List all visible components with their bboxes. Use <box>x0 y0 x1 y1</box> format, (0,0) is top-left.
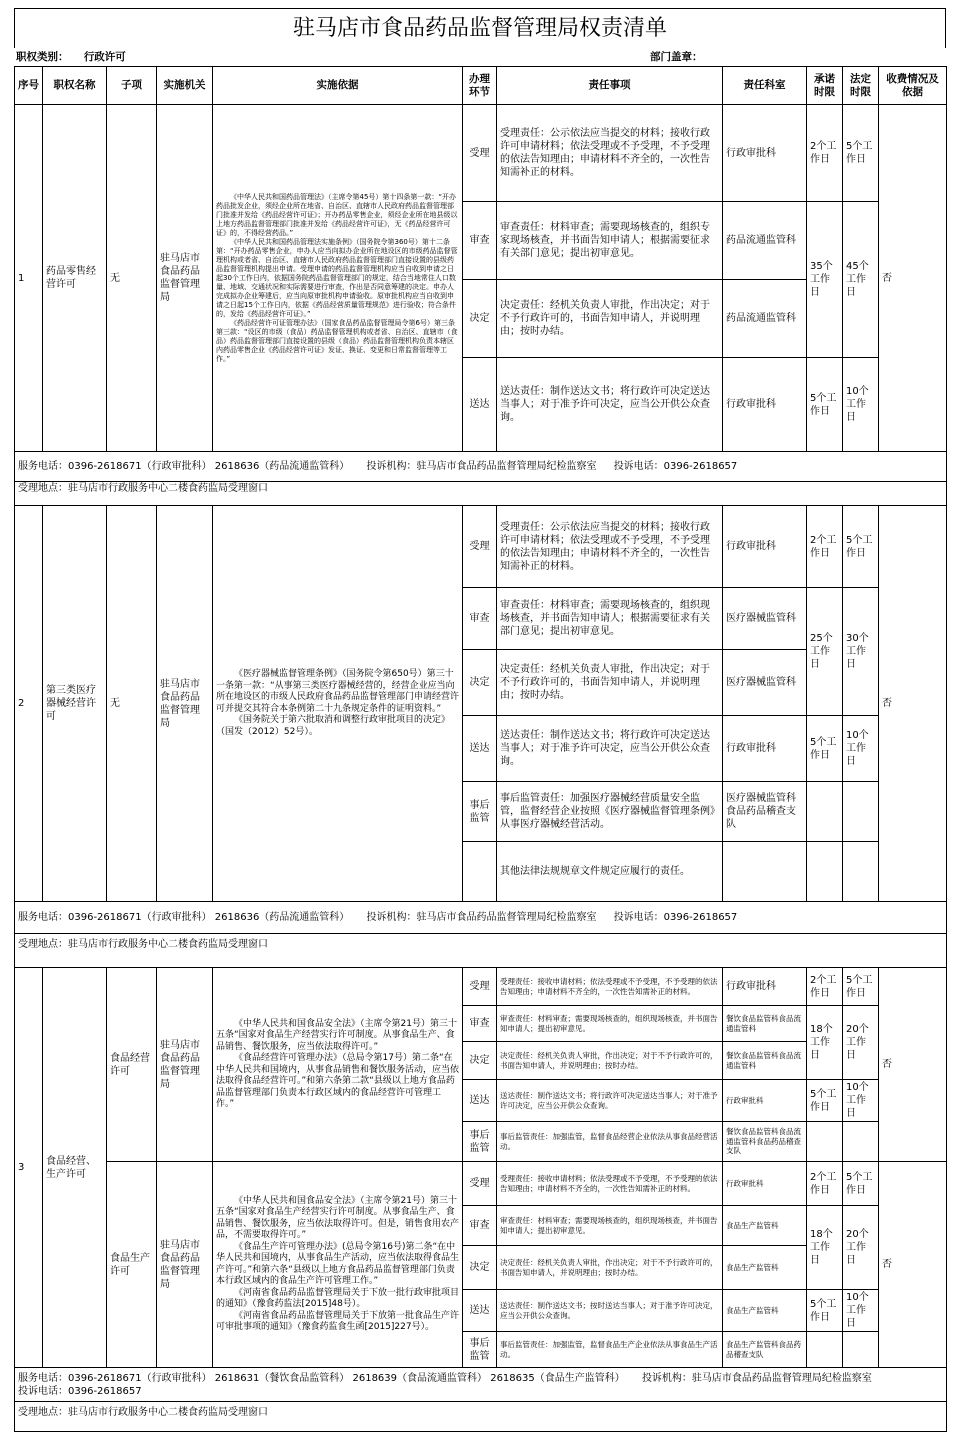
service-phone: 服务电话：0396-2618671（行政审批科） 2618636（药品流通监管科） <box>18 461 350 472</box>
stage-cell: 送达 <box>463 1080 497 1122</box>
dept-cell: 行政审批科 <box>723 358 807 452</box>
sub-item: 无 <box>107 105 157 452</box>
promise-time: 5个工作日 <box>807 1080 843 1122</box>
dept-cell: 食品生产监管科 <box>723 1246 807 1290</box>
legal-time: 5个工作日 <box>843 968 879 1006</box>
duty-cell: 事后监管责任：加强监管，监督食品经营企业依法从事食品经营活动。 <box>497 1122 723 1162</box>
page-title: 驻马店市食品药品监督管理局权责清单 <box>14 8 946 48</box>
basis-paragraph: 《食品经营许可管理办法》（总局令第17号）第二条“在中华人民共和国境内，从事食品销售和餐饮服务活动，应当依法取得食品经营许可。”和第六条第二款“县级以上地方食品药品监督管理部门负责本行政区域内的食品经营许可管理工作。” <box>216 1053 460 1109</box>
header-row <box>15 67 947 105</box>
service-row <box>15 452 947 482</box>
duty-list-table <box>14 66 947 1432</box>
item-number: 3 <box>15 968 43 1368</box>
service-phone: 服务电话：0396-2618671（行政审批科） 2618631（餐饮食品监管科） 2618639（食品流通监管科） 2618635（食品生产监管科） <box>18 1372 625 1384</box>
legal-time: 5个工作日 <box>843 105 879 202</box>
dept-cell: 行政审批科 <box>723 1162 807 1206</box>
sub-item: 食品生产许可 <box>107 1162 157 1368</box>
accept-place: 受理地点：驻马店市行政服务中心二楼食药监局受理窗口 <box>15 934 947 968</box>
sub-item: 食品经营许可 <box>107 968 157 1162</box>
promise-time: 25个工作日 <box>807 588 843 716</box>
stage-cell: 事后监管 <box>463 782 497 842</box>
category-value: 行政许可 <box>83 51 126 63</box>
header-cell: 职权名称 <box>43 67 107 105</box>
legal-basis <box>213 1162 463 1368</box>
accept-place: 受理地点：驻马店市行政服务中心二楼食药监局受理窗口 <box>15 482 947 506</box>
legal-time: 5个工作日 <box>843 1162 879 1206</box>
duty-cell: 审查责任：材料审查；需要现场核查的，组织专家现场核查，并书面告知申请人；根据需要征求有关部门意见；提出初审意见。 <box>497 202 723 280</box>
duty-cell: 受理责任：公示依法应当提交的材料；接收行政许可申请材料；依法受理或不予受理，不予受理的依法告知理由；申请材料不齐全的，一次性告知需补正的材料。 <box>497 105 723 202</box>
complaint-phone: 投诉电话：0396-2618657 <box>613 912 738 923</box>
dept-cell: 医疗器械监管科食品药品稽查支队 <box>723 782 807 842</box>
legal-basis <box>213 105 463 452</box>
header-cell: 责任科室 <box>723 67 807 105</box>
basis-paragraph: 《医疗器械监督管理条例》（国务院令第650号）第三十一条第一款：“从事第三类医疗器械经营的，经营企业应当向所在地设区的市级人民政府食品药品监督管理部门申请经营许可并提交其符合本条例第二十九条规定条件的证明资料。” <box>216 669 460 714</box>
dept-cell: 餐饮食品监管科食品流通监管科 <box>723 1042 807 1080</box>
complaint-org: 投诉机构：驻马店市食品药品监督管理局纪检监察室 <box>641 1372 872 1384</box>
service-row <box>15 902 947 934</box>
complaint-org: 投诉机构：驻马店市食品药品监督管理局纪检监察室 <box>366 912 597 923</box>
stage-cell: 审查 <box>463 202 497 280</box>
legal-time: 20个工作日 <box>843 1006 879 1080</box>
service-phone: 服务电话：0396-2618671（行政审批科） 2618636（药品流通监管科） <box>18 912 350 923</box>
seal-label: 部门盖章： <box>650 51 703 63</box>
item-number: 2 <box>15 506 43 902</box>
agency: 驻马店市食品药品监督管理局 <box>157 1162 213 1368</box>
promise-time: 5个工作日 <box>807 716 843 782</box>
basis-paragraph: 《国务院关于第六批取消和调整行政审批项目的决定》（国发（2012）52号）。 <box>216 715 451 737</box>
stage-cell: 审查 <box>463 588 497 650</box>
power-name: 药品零售经营许可 <box>43 105 107 452</box>
fee-cell: 否 <box>879 506 947 902</box>
basis-paragraph: 《中华人民共和国药品管理法实施条例》（国务院令第360号）第十二条第：“开办药品零售企业，申办人应当向拟办企业所在地设区的市级药品监督管理机构或者省、自治区、直辖市人民政府药品监督管理部门直接设置的县级药品监督管理机构提出申请。受理申请的药品监督管理机构应当自收到申请之日起30个工作日内，依据国务院药品监督管理部门的规定，结合当地常住人口数量、地域、交通状况和实际需要进行审查，作出是否同意筹建的决定。申办人完成拟办企业筹建后，应当向原审批机构申请验收。原审批机构应当自收到申请之日起15个工作日内，依据《药品经营质量管理规范》进行验收；符合条件的，发给《药品经营许可证》。” <box>216 237 458 318</box>
fee-cell: 否 <box>879 105 947 452</box>
legal-basis <box>213 968 463 1162</box>
legal-basis <box>213 506 463 902</box>
dept-cell: 餐饮食品监管科食品流通监管科 <box>723 1006 807 1042</box>
dept-cell: 行政审批科 <box>723 105 807 202</box>
table-row <box>15 1162 947 1206</box>
agency: 驻马店市食品药品监督管理局 <box>157 105 213 452</box>
duty-cell: 决定责任：经机关负责人审批，作出决定；对于不予行政许可的，书面告知申请人，并说明理由；按时办结。 <box>497 650 723 716</box>
sub-item: 无 <box>107 506 157 902</box>
legal-time: 45个工作日 <box>843 202 879 358</box>
complaint-phone: 投诉电话：0396-2618657 <box>18 1385 142 1397</box>
fee-cell: 否 <box>879 1162 947 1368</box>
header-cell: 责任事项 <box>497 67 723 105</box>
stage-cell: 审查 <box>463 1206 497 1246</box>
header-cell: 办理环节 <box>463 67 497 105</box>
table-row <box>15 968 947 1006</box>
dept-cell: 行政审批科 <box>723 716 807 782</box>
dept-cell: 医疗器械监管科 <box>723 588 807 650</box>
duty-cell: 事后监管责任：加强监管，监督食品生产企业依法从事食品生产活动。 <box>497 1332 723 1368</box>
legal-time: 30个工作日 <box>843 588 879 716</box>
complaint-org: 投诉机构：驻马店市食品药品监督管理局纪检监察室 <box>366 461 597 472</box>
basis-paragraph: 《河南省食品药品监督管理局关于下放第一批食品生产许可审批事项的通知》（豫食药监食生函[2015]227号）。 <box>216 1310 460 1332</box>
dept-cell: 食品生产监管科 <box>723 1206 807 1246</box>
duty-cell: 审查责任：材料审查；需要现场核查的，组织现场核查，并书面告知申请人；提出初审意见。 <box>497 1006 723 1042</box>
basis-paragraph: 《中华人民共和国食品安全法》（主席令第21号）第三十五条“国家对食品生产经营实行许可制度。从事食品生产、食品销售、餐饮服务，应当依法取得许可。” <box>216 1018 457 1052</box>
agency: 驻马店市食品药品监督管理局 <box>157 968 213 1162</box>
stage-cell: 决定 <box>463 650 497 716</box>
agency: 驻马店市食品药品监督管理局 <box>157 506 213 902</box>
category-label: 职权类别： <box>16 51 69 63</box>
power-name: 食品经营、生产许可 <box>43 968 107 1368</box>
basis-paragraph: 《中华人民共和国食品安全法》（主席令第21号）第三十五条“国家对食品生产经营实行许可制度。从事食品生产、食品销售、餐饮服务，应当依法取得许可。但是，销售食用农产品，不需要取得许可。” <box>216 1195 460 1240</box>
item-number: 1 <box>15 105 43 452</box>
promise-time: 18个工作日 <box>807 1006 843 1080</box>
basis-paragraph: 《中华人民共和国药品管理法》（主席令第45号）第十四条第一款：“开办药品批发企业，须经企业所在地省、自治区、直辖市人民政府药品监督管理部门批准并发给《药品经营许可证》；开办药品零售企业，须经企业所在地县级以上地方药品监督管理部门批准并发给《药品经营许可证》，无《药品经营许可证》的，不得经营药品。” <box>216 192 458 237</box>
stage-cell: 事后监管 <box>463 1332 497 1368</box>
table-row <box>15 105 947 202</box>
promise-time: 2个工作日 <box>807 506 843 588</box>
promise-time: 18个工作日 <box>807 1206 843 1290</box>
stage-cell: 受理 <box>463 105 497 202</box>
duty-cell: 决定责任：经机关负责人审批，作出决定；对于不予行政许可的，书面告知申请人，并说明理由；按时办结。 <box>497 280 723 358</box>
legal-time: 10个工作日 <box>843 716 879 782</box>
promise-time: 2个工作日 <box>807 105 843 202</box>
dept-cell: 食品生产监管科食品药品稽查支队 <box>723 1332 807 1368</box>
place-row <box>15 1402 947 1432</box>
basis-paragraph: 《食品生产许可管理办法》(总局令第16号)第二条“在中华人民共和国境内，从事食品生产活动，应当依法取得食品生产许可。”和第六条“县级以上地方食品药品监督管理部门负责本行政区域内的食品生产许可管理工作。” <box>216 1241 460 1286</box>
dept-cell: 行政审批科 <box>723 1080 807 1122</box>
duty-cell: 决定责任：经机关负责人审批，作出决定；对于不予行政许可的，书面告知申请人，并说明理由；按时办结。 <box>497 1246 723 1290</box>
complaint-phone: 投诉电话：0396-2618657 <box>613 461 738 472</box>
duty-cell: 送达责任：制作送达文书；将行政许可决定送达当事人；对于准予许可决定，应当公开供公众查询。 <box>497 716 723 782</box>
stage-cell: 受理 <box>463 1162 497 1206</box>
header-cell: 子项 <box>107 67 157 105</box>
dept-cell: 食品生产监管科 <box>723 1290 807 1332</box>
duty-cell: 送达责任：制作送达文书；按时送达当事人；对于准予许可决定，应当公开供公众查询。 <box>497 1290 723 1332</box>
stage-cell: 送达 <box>463 358 497 452</box>
promise-time: 2个工作日 <box>807 1162 843 1206</box>
stage-cell: 送达 <box>463 716 497 782</box>
stage-cell: 决定 <box>463 280 497 358</box>
basis-paragraph: 《药品经营许可证管理办法》（国家食品药品监督管理局令第6号）第三条第三款：“设区的市级（食品）药品监督管理机构或者省、自治区、直辖市（食品）药品监督管理部门直接设置的县级（食品）药品监督管理机构负责本辖区内药品零售企业《药品经营许可证》发证、换证、变更和日常监督管理等工作。” <box>216 318 458 363</box>
stage-cell: 决定 <box>463 1042 497 1080</box>
legal-time: 10个工作日 <box>843 1080 879 1122</box>
duty-cell: 审查责任：材料审查；需要现场核查的，组织现场核查，并书面告知申请人；根据需要征求有关部门意见；提出初审意见。 <box>497 588 723 650</box>
basis-paragraph: 《河南省食品药品监督管理局关于下放一批行政审批项目的通知》（豫食药监法[2015]48号）。 <box>216 1287 460 1309</box>
power-name: 第三类医疗器械经营许可 <box>43 506 107 902</box>
promise-time: 5个工作日 <box>807 1290 843 1332</box>
legal-time: 20个工作日 <box>843 1206 879 1290</box>
legal-time: 10个工作日 <box>843 1290 879 1332</box>
fee-cell: 否 <box>879 968 947 1162</box>
dept-cell: 药品流通监管科 <box>723 280 807 358</box>
promise-time: 2个工作日 <box>807 968 843 1006</box>
stage-cell: 事后监管 <box>463 1122 497 1162</box>
category-row <box>16 48 126 66</box>
legal-time: 5个工作日 <box>843 506 879 588</box>
duty-cell: 其他法律法规规章文件规定应履行的责任。 <box>497 842 723 902</box>
stage-cell: 送达 <box>463 1290 497 1332</box>
place-row <box>15 934 947 968</box>
legal-time: 10个工作日 <box>843 358 879 452</box>
header-cell: 承诺时限 <box>807 67 843 105</box>
header-cell: 法定时限 <box>843 67 879 105</box>
accept-place: 受理地点：驻马店市行政服务中心二楼食药监局受理窗口 <box>15 1402 947 1432</box>
duty-cell: 事后监管责任：加强医疗器械经营质量安全监管，监督经营企业按照《医疗器械监督管理条例》从事医疗器械经营活动。 <box>497 782 723 842</box>
dept-cell: 行政审批科 <box>723 506 807 588</box>
service-row <box>15 1368 947 1402</box>
duty-cell: 审查责任：材料审查；需要现场核查的，组织现场核查，并书面告知申请人；提出初审意见。 <box>497 1206 723 1246</box>
duty-cell: 受理责任：接收申请材料；依法受理或不予受理，不予受理的依法告知理由；申请材料不齐全的，一次性告知需补正的材料。 <box>497 1162 723 1206</box>
duty-cell: 决定责任：经机关负责人审批，作出决定；对于不予行政许可的，书面告知申请人，并说明理由；按时办结。 <box>497 1042 723 1080</box>
promise-time: 35个工作日 <box>807 202 843 358</box>
stage-cell: 审查 <box>463 1006 497 1042</box>
promise-time: 5个工作日 <box>807 358 843 452</box>
duty-cell: 送达责任：制作送达文书；将行政许可决定送达当事人；对于准予许可决定，应当公开供公众查询。 <box>497 358 723 452</box>
header-cell: 实施依据 <box>213 67 463 105</box>
duty-cell: 送达责任：制作送达文书；将行政许可决定送达当事人；对于准予许可决定，应当公开供公众查询。 <box>497 1080 723 1122</box>
stage-cell: 受理 <box>463 506 497 588</box>
duty-cell: 受理责任：接收申请材料；依法受理或不予受理，不予受理的依法告知理由；申请材料不齐全的，一次性告知需补正的材料。 <box>497 968 723 1006</box>
dept-cell: 行政审批科 <box>723 968 807 1006</box>
header-cell: 实施机关 <box>157 67 213 105</box>
place-row <box>15 482 947 506</box>
table-row <box>15 506 947 588</box>
dept-cell: 医疗器械监管科 <box>723 650 807 716</box>
header-cell: 序号 <box>15 67 43 105</box>
stage-cell: 受理 <box>463 968 497 1006</box>
dept-cell: 药品流通监管科 <box>723 202 807 280</box>
header-cell: 收费情况及依据 <box>879 67 947 105</box>
duty-cell: 受理责任：公示依法应当提交的材料；接收行政许可申请材料；依法受理或不予受理，不予受理的依法告知理由；申请材料不齐全的，一次性告知需补正的材料。 <box>497 506 723 588</box>
dept-cell: 餐饮食品监管科食品流通监管科食品药品稽查支队 <box>723 1122 807 1162</box>
stage-cell: 决定 <box>463 1246 497 1290</box>
